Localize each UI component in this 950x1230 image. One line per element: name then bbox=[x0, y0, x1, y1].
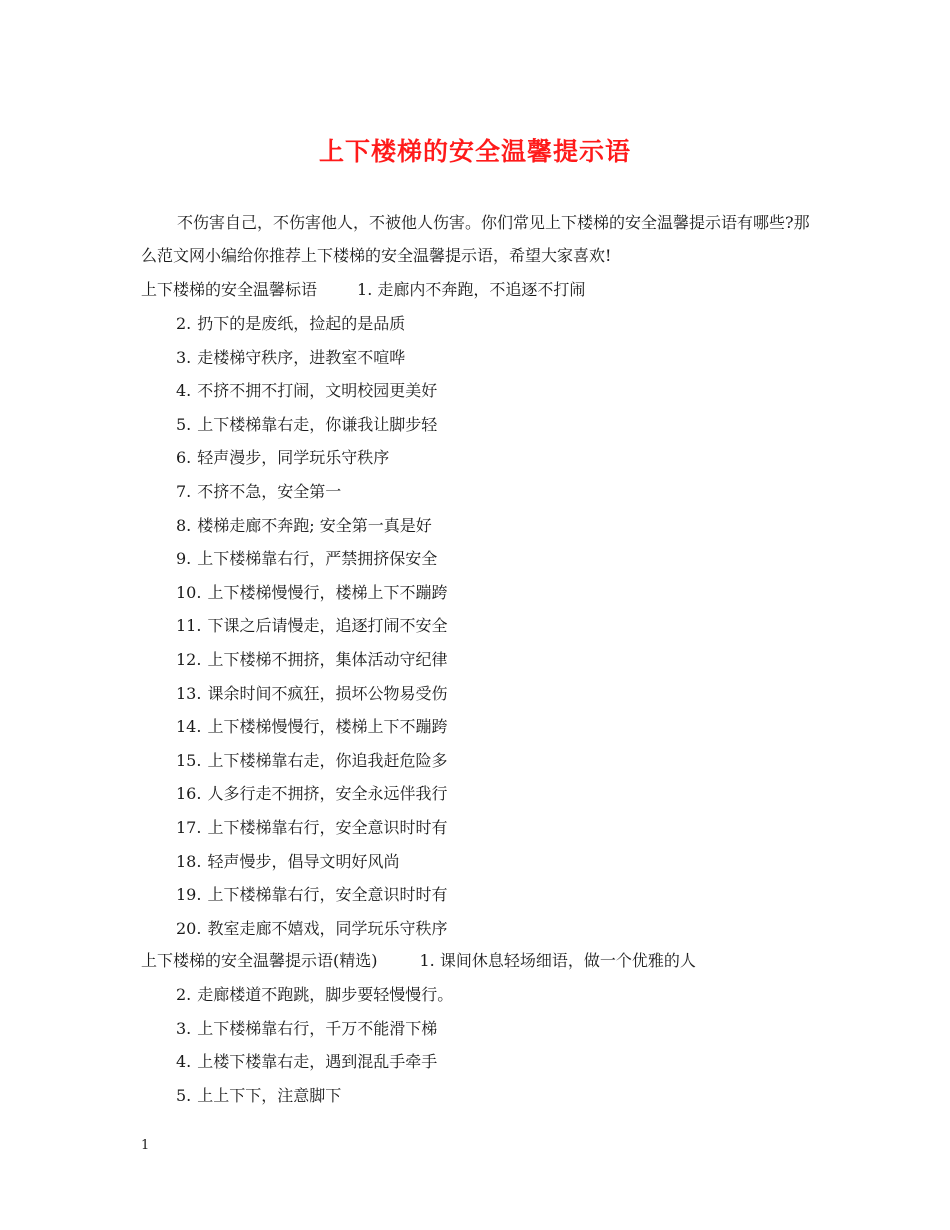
document-title: 上下楼梯的安全温馨提示语 bbox=[318, 137, 631, 166]
list-item: 3. 走楼梯守秩序，进教室不喧哗 bbox=[176, 347, 406, 367]
list-item: 5. 上上下下，注意脚下 bbox=[176, 1085, 342, 1105]
list-item: 1. 走廊内不奔跑，不追逐不打闹 bbox=[357, 280, 586, 299]
list-item: 5. 上下楼梯靠右走，你谦我让脚步轻 bbox=[176, 414, 438, 434]
page-number: 1 bbox=[141, 1138, 150, 1153]
section-selected-tips bbox=[141, 944, 841, 1112]
intro-text: 不伤害自己，不伤害他人，不被他人伤害。你们常见上下楼梯的安全温馨提示语有哪些?那么范文网小编给你推荐上下楼梯的安全温馨提示语，希望大家喜欢! bbox=[141, 213, 810, 265]
section-heading: 上下楼梯的安全温馨标语 bbox=[141, 280, 318, 299]
list-item: 1. 课间休息轻场细语，做一个优雅的人 bbox=[419, 951, 696, 970]
list-item: 9. 上下楼梯靠右行，严禁拥挤保安全 bbox=[176, 549, 438, 569]
list-item: 16. 人多行走不拥挤，安全永远伴我行 bbox=[176, 784, 448, 804]
list-item: 14. 上下楼梯慢慢行，楼梯上下不蹦跨 bbox=[176, 717, 448, 737]
list-item: 4. 上楼下楼靠右走，遇到混乱手牵手 bbox=[176, 1052, 438, 1072]
section-heading: 上下楼梯的安全温馨提示语(精选) bbox=[141, 951, 378, 970]
list-item: 2. 走廊楼道不跑跳，脚步要轻慢慢行。 bbox=[176, 985, 454, 1004]
section-slogans bbox=[141, 273, 841, 945]
list-item: 4. 不挤不拥不打闹，文明校园更美好 bbox=[176, 381, 438, 401]
list-item: 18. 轻声慢步，倡导文明好风尚 bbox=[176, 851, 400, 871]
list-item: 15. 上下楼梯靠右走，你追我赶危险多 bbox=[176, 750, 448, 770]
intro-paragraph bbox=[141, 206, 821, 272]
list-item: 12. 上下楼梯不拥挤，集体活动守纪律 bbox=[176, 649, 448, 669]
list-item: 20. 教室走廊不嬉戏，同学玩乐守秩序 bbox=[176, 918, 448, 938]
list-item: 3. 上下楼梯靠右行，千万不能滑下梯 bbox=[176, 1018, 438, 1038]
list-item: 19. 上下楼梯靠右行，安全意识时时有 bbox=[176, 885, 448, 905]
list-item: 10. 上下楼梯慢慢行，楼梯上下不蹦跨 bbox=[176, 582, 448, 602]
list-item: 2. 扔下的是废纸，捡起的是品质 bbox=[176, 314, 406, 333]
list-item: 6. 轻声漫步，同学玩乐守秩序 bbox=[176, 448, 390, 468]
list-item: 13. 课余时间不疯狂，损坏公物易受伤 bbox=[176, 683, 448, 703]
list-item: 17. 上下楼梯靠右行，安全意识时时有 bbox=[176, 817, 448, 837]
list-item: 7. 不挤不急，安全第一 bbox=[176, 481, 342, 501]
list-item: 8. 楼梯走廊不奔跑; 安全第一真是好 bbox=[176, 515, 432, 535]
list-item: 11. 下课之后请慢走，追逐打闹不安全 bbox=[176, 616, 448, 636]
